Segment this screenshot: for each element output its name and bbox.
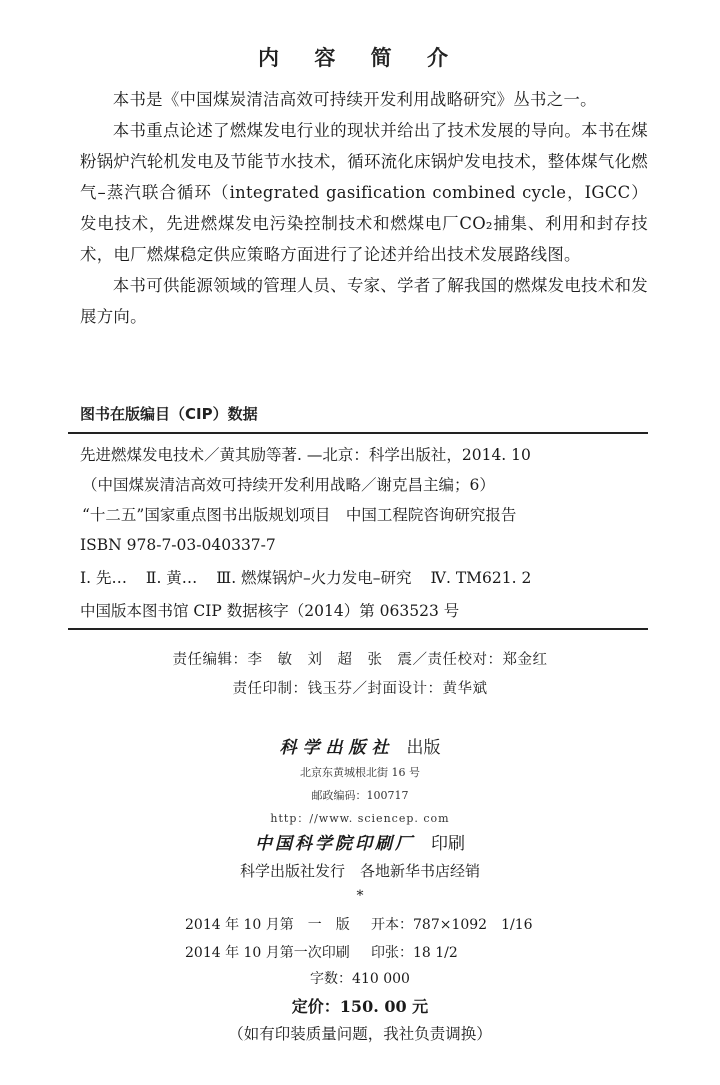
printer-action: 印刷 (431, 834, 465, 854)
printing-date: 2014 年 10 月第一次印刷 (185, 945, 350, 961)
publisher-logo: 科学出版社 (279, 738, 395, 758)
responsible-editors: 责任编辑：李 敏 刘 超 张 震／责任校对：郑金红 (172, 652, 548, 668)
return-note: （如有印装质量问题，我社负责调换） (228, 1025, 492, 1043)
cip-subject: Ⅲ. 燃煤锅炉–火力发电–研究 (216, 569, 412, 587)
separator-asterisk: * (356, 888, 364, 904)
edition-date: 2014 年 10 月第 一 版 (185, 917, 350, 933)
cip-subjects (80, 563, 640, 593)
intro-section (80, 84, 648, 332)
intro-paragraph: 本书是《中国煤炭清洁高效可持续开发利用战略研究》丛书之一。 (112, 90, 597, 109)
sheet-count: 印张：18 1/2 (371, 945, 458, 961)
publisher-line (0, 733, 720, 758)
format-size: 开本：787×1092 1/16 (371, 917, 533, 933)
cip-project-line: “十二五”国家重点图书出版规划项目 中国工程院咨询研究报告 (82, 506, 517, 524)
cip-heading: 图书在版编目（CIP）数据 (80, 405, 258, 423)
cip-subject: Ⅰ. 先… (80, 569, 127, 587)
price: 定价：150. 00 元 (291, 997, 429, 1016)
page-title: 内 容 简 介 (258, 46, 462, 70)
cip-top-rule (68, 432, 648, 434)
distribution-line: 科学出版社发行 各地新华书店经销 (239, 862, 480, 880)
cip-series-line: （中国煤炭清洁高效可持续开发利用战略／谢克昌主编；6） (82, 476, 495, 494)
cip-subject: Ⅳ. TM621. 2 (430, 569, 532, 587)
publisher-url: http：//www. sciencep. com (270, 812, 450, 825)
cip-data-check: 中国版本图书馆 CIP 数据核字（2014）第 063523 号 (80, 602, 460, 620)
cip-data-block (80, 440, 640, 626)
responsible-production: 责任印制：钱玉芬／封面设计：黄华斌 (232, 681, 488, 697)
cip-title-line: 先进燃煤发电技术／黄其励等著. —北京：科学出版社，2014. 10 (80, 446, 531, 464)
publisher-zip: 邮政编码：100717 (311, 789, 409, 802)
publisher-address: 北京东黄城根北街 16 号 (300, 766, 420, 779)
intro-paragraph: 本书可供能源领域的管理人员、专家、学者了解我国的燃煤发电技术和发展方向。 (80, 276, 648, 326)
edition-row (185, 914, 533, 934)
publisher-action: 出版 (406, 738, 441, 758)
cip-subject: Ⅱ. 黄… (145, 569, 198, 587)
word-count: 字数：410 000 (310, 971, 410, 987)
printer-line (0, 829, 720, 854)
printer-logo: 中国科学院印刷厂 (255, 834, 415, 854)
intro-paragraph: 本书重点论述了燃煤发电行业的现状并给出了技术发展的导向。本书在煤粉锅炉汽轮机发电及节能节水技术，循环流化床锅炉发电技术，整体煤气化燃气–蒸汽联合循环（integrated gasification combined cycle，IGCC）发电技术，先进燃煤发电污染控制技术和燃煤电厂CO₂捕集、利用和封存技术，电厂燃煤稳定供应策略方面进行了论述并给出技术发展路线图。 (80, 121, 648, 264)
printing-row (185, 942, 458, 962)
cip-bottom-rule (68, 628, 648, 630)
cip-isbn: ISBN 978-7-03-040337-7 (80, 536, 276, 554)
